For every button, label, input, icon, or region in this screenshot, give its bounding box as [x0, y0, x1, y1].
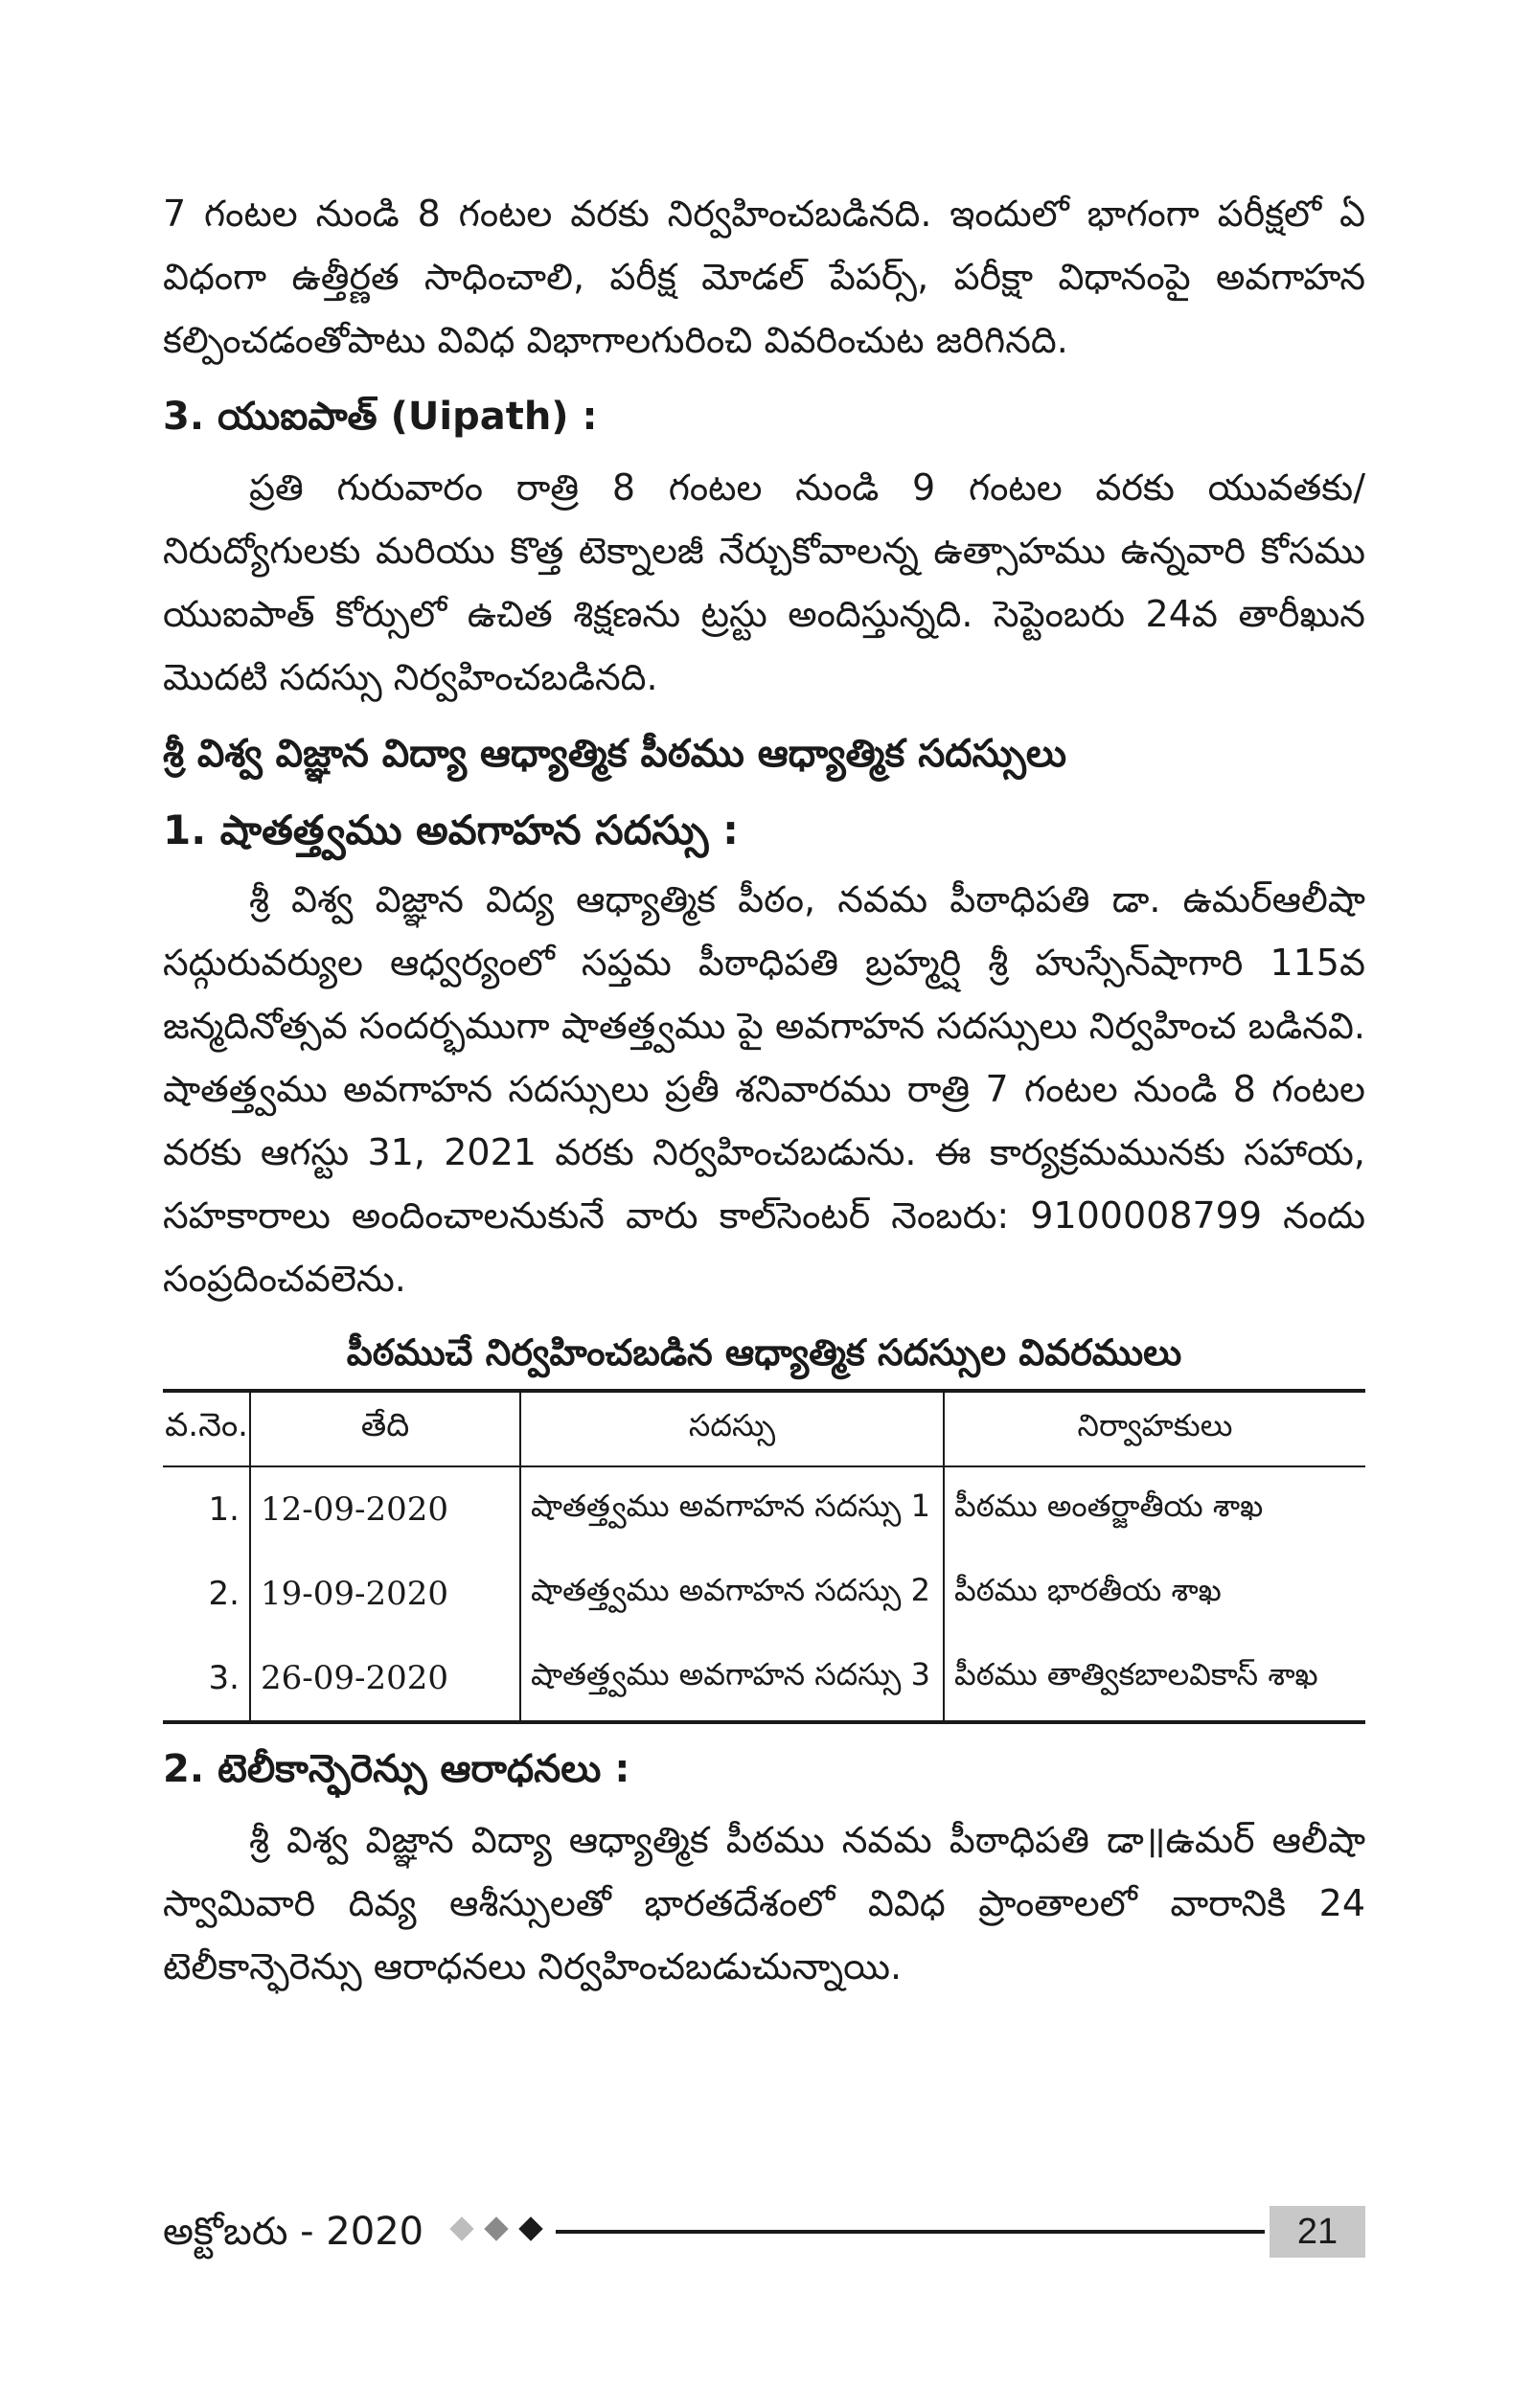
cell-serial: 1.: [163, 1466, 250, 1552]
table-row: [163, 1466, 1365, 1552]
page-content: [163, 182, 1365, 1998]
table-row: [163, 1552, 1365, 1636]
cell-organizer: పీఠము తాత్వికబాలవికాస్ శాఖ: [954, 1656, 1318, 1692]
diamond-medium-icon: [484, 2216, 508, 2240]
cell-event: షాతత్త్వము అవగాహన సదస్సు 3: [520, 1636, 944, 1722]
diamond-light-icon: [449, 2216, 473, 2240]
header-event: సదస్సు: [520, 1391, 944, 1466]
shatattvam-paragraph: శ్రీ విశ్వ విజ్ఞాన విద్య ఆధ్యాత్మిక పీఠం, నవమ పీఠాధిపతి డా. ఉమర్‌ఆలీషా సద్గురువర్యుల ఆధ్వర్యంలో సప్తమ పీఠాధిపతి బ్రహ్మర్షి శ్రీ హుస్సేన్‌షాగారి 115వ జన్మదినోత్సవ సందర్భముగా షాతత్త్వము పై అవగాహన సదస్సులు నిర్వహించ బడినవి. షాతత్త్వము అవగాహన సదస్సులు ప్రతీ శనివారము రాత్రి 7 గంటల నుండి 8 గంటల వరకు ఆగస్టు 31, 2021 వరకు నిర్వహించబడును. ఈ కార్యక్రమమునకు సహాయ, సహకారాలు అందించాలనుకునే వారు కాల్‌సెంటర్ నెంబరు: 9100008799 నందు సంప్రదించవలెను.: [163, 878, 1365, 1300]
cell-event: షాతత్త్వము అవగాహన సదస్సు 2: [520, 1552, 944, 1636]
header-date: తేది: [250, 1391, 520, 1466]
spiritual-section-heading: శ్రీ విశ్వ విజ్ఞాన విద్యా ఆధ్యాత్మిక పీఠము ఆధ్యాత్మిక సదస్సులు: [163, 732, 1067, 776]
cell-serial: 3.: [163, 1636, 250, 1722]
uipath-heading: 3. యుఐపాత్ (Uipath) :: [163, 395, 598, 439]
diamond-dark-icon: [518, 2216, 542, 2240]
table-row: [163, 1636, 1365, 1722]
cell-serial: 2.: [163, 1552, 250, 1636]
header-organizer: నిర్వాహకులు: [944, 1391, 1365, 1466]
cell-date: 26-09-2020: [250, 1636, 520, 1722]
header-serial: వ.నెం.: [163, 1391, 250, 1466]
teleconference-heading: 2. టెలీకాన్ఫెరెన్సు ఆరాధనలు :: [163, 1747, 630, 1791]
cell-date: 19-09-2020: [250, 1552, 520, 1636]
page-number: 21: [1270, 2206, 1365, 2258]
teleconference-paragraph: శ్రీ విశ్వ విజ్ఞాన విద్యా ఆధ్యాత్మిక పీఠము నవమ పీఠాధిపతి డా॥ఉమర్ ఆలీషా స్వామివారి దివ్య ఆశీస్సులతో భారతదేశంలో వివిధ ప్రాంతాలలో వారానికి 24 టెలీకాన్ఫెరెన్సు ఆరాధనలు నిర్వహించబడుచున్నాయి.: [163, 1819, 1365, 1988]
footer-issue: అక్టోబరు - 2020: [163, 2210, 424, 2254]
page-footer: [163, 2203, 1365, 2260]
cell-organizer: పీఠము అంతర్జాతీయ శాఖ: [954, 1488, 1264, 1524]
table-title: పీఠముచే నిర్వహించబడిన ఆధ్యాత్మిక సదస్సుల వివరములు: [346, 1331, 1182, 1374]
cell-date: 12-09-2020: [250, 1466, 520, 1552]
conference-table: [163, 1389, 1365, 1724]
cell-organizer: పీఠము భారతీయ శాఖ: [954, 1572, 1222, 1608]
footer-divider: [556, 2230, 1265, 2234]
table-header-row: [163, 1391, 1365, 1466]
uipath-paragraph: ప్రతి గురువారం రాత్రి 8 గంటల నుండి 9 గంటల వరకు యువతకు/ నిరుద్యోగులకు మరియు కొత్త టెక్నాలజీ నేర్చుకోవాలన్న ఉత్సాహము ఉన్నవారి కోసము యుఐపాత్ కోర్సులో ఉచిత శిక్షణను ట్రస్టు అందిస్తున్నది. సెప్టెంబరు 24వ తారీఖున మొదటి సదస్సు నిర్వహించబడినది.: [163, 466, 1365, 698]
shatattvam-heading: 1. షాతత్త్వము అవగాహన సదస్సు :: [163, 806, 739, 853]
cell-event: షాతత్త్వము అవగాహన సదస్సు 1: [520, 1466, 944, 1552]
intro-paragraph: 7 గంటల నుండి 8 గంటల వరకు నిర్వహించబడినది. ఇందులో భాగంగా పరీక్షలో ఏ విధంగా ఉత్తీర్ణత సాధించాలి, పరీక్ష మోడల్ పేపర్స్, పరీక్షా విధానంపై అవగాహన కల్పించడంతోపాటు వివిధ విభాగాలగురించి వివరించుట జరిగినది.: [163, 193, 1365, 361]
